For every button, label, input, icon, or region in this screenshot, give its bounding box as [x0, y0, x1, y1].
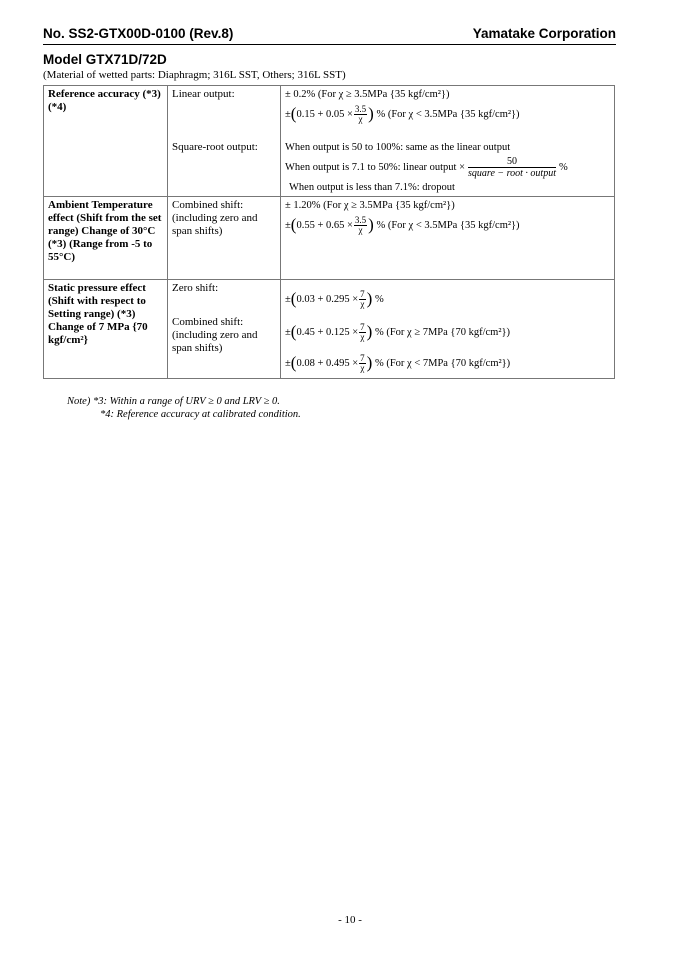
document-number: No. SS2-GTX00D-0100 (Rev.8): [43, 26, 234, 41]
sqrt-condition-2: When output is 7.1 to 50%: linear output × $\frac{50}{\text{square − root · output}}$ %: [285, 156, 568, 179]
linear-output-label: Linear output:: [172, 88, 235, 100]
table-row-reference-accuracy: [44, 86, 615, 197]
note-4: *4: Reference accuracy at calibrated condition.: [100, 409, 301, 420]
linear-accuracy-low: ±(0.15 + 0.05 × $\frac{3.5}{\chi}$ ) % (For χ < 3.5MPa {35 kgf/cm²}): [285, 104, 520, 125]
combined-shift-formula-high: ±(0.45 + 0.125 × $\frac{7}{\chi}$ ) % (For χ ≥ 7MPa {70 kgf/cm²}): [285, 322, 511, 343]
ambient-temperature-values: [281, 197, 615, 280]
combined-shift-label: Combined shift: (including zero and span shifts): [168, 197, 281, 280]
linear-accuracy-high: ± 0.2% (For χ ≥ 3.5MPa {35 kgf/cm²}): [285, 89, 450, 100]
temperature-shift-low: ±(0.55 + 0.65 × $\frac{3.5}{\chi}$ ) % (For χ < 3.5MPa {35 kgf/cm²}): [285, 215, 520, 236]
sqrt-fraction: $\frac{50}{\text{square − root · output}}$: [468, 156, 556, 179]
material-note: (Material of wetted parts: Diaphragm; 316L SST, Others; 316L SST): [43, 69, 346, 81]
combined-shift-formula-low: ±(0.08 + 0.495 × $\frac{7}{\chi}$ ) % (For χ < 7MPa {70 kgf/cm²}): [285, 353, 511, 374]
page-header: [43, 26, 616, 45]
reference-accuracy-title: Reference accuracy (*3)(*4): [44, 86, 168, 197]
plus-minus-sign: ±: [285, 109, 291, 120]
page-number: - 10 -: [338, 914, 362, 926]
sqrt-condition-1: When output is 50 to 100%: same as the linear output: [285, 142, 511, 153]
formula-fraction: $\frac{3.5}{\chi}$: [354, 104, 367, 125]
notes: [67, 395, 301, 421]
table-row-ambient-temperature: [44, 197, 615, 280]
combined-shift-label: Combined shift: (including zero and span shifts): [172, 316, 258, 354]
reference-accuracy-values: [281, 86, 615, 197]
static-pressure-labels: [168, 280, 281, 379]
ambient-temperature-title: Ambient Temperature effect (Shift from the set range) Change of 30°C (*3) (Range from -5 to 55°C): [44, 197, 168, 280]
formula-fraction: $\frac{3.5}{\chi}$: [354, 215, 367, 236]
square-root-output-label: Square-root output:: [172, 141, 258, 153]
formula-fraction: $\frac{7}{\chi}$: [360, 353, 365, 374]
reference-accuracy-labels: [168, 86, 281, 197]
temperature-shift-high: ± 1.20% (For χ ≥ 3.5MPa {35 kgf/cm²}): [285, 200, 455, 211]
model-title: Model GTX71D/72D: [43, 52, 167, 67]
spec-table: [43, 85, 615, 379]
sqrt-condition-3: When output is less than 7.1%: dropout: [289, 182, 455, 193]
formula-term: 0.15 + 0.05 ×: [296, 109, 353, 120]
formula-condition: % (For χ < 3.5MPa {35 kgf/cm²}): [376, 109, 520, 120]
table-row-static-pressure: [44, 280, 615, 379]
note-3: Note) *3: Within a range of URV ≥ 0 and LRV ≥ 0.: [67, 396, 280, 407]
static-pressure-values: [281, 280, 615, 379]
static-pressure-title: Static pressure effect (Shift with respect to Setting range) (*3) Change of 7 MPa {70 kgf/cm²}: [44, 280, 168, 379]
zero-shift-label: Zero shift:: [172, 282, 219, 294]
zero-shift-formula: ±(0.03 + 0.295 × $\frac{7}{\chi}$ ) %: [285, 289, 384, 310]
company-name: Yamatake Corporation: [472, 26, 616, 41]
formula-fraction: $\frac{7}{\chi}$: [360, 289, 365, 310]
formula-fraction: $\frac{7}{\chi}$: [360, 322, 365, 343]
